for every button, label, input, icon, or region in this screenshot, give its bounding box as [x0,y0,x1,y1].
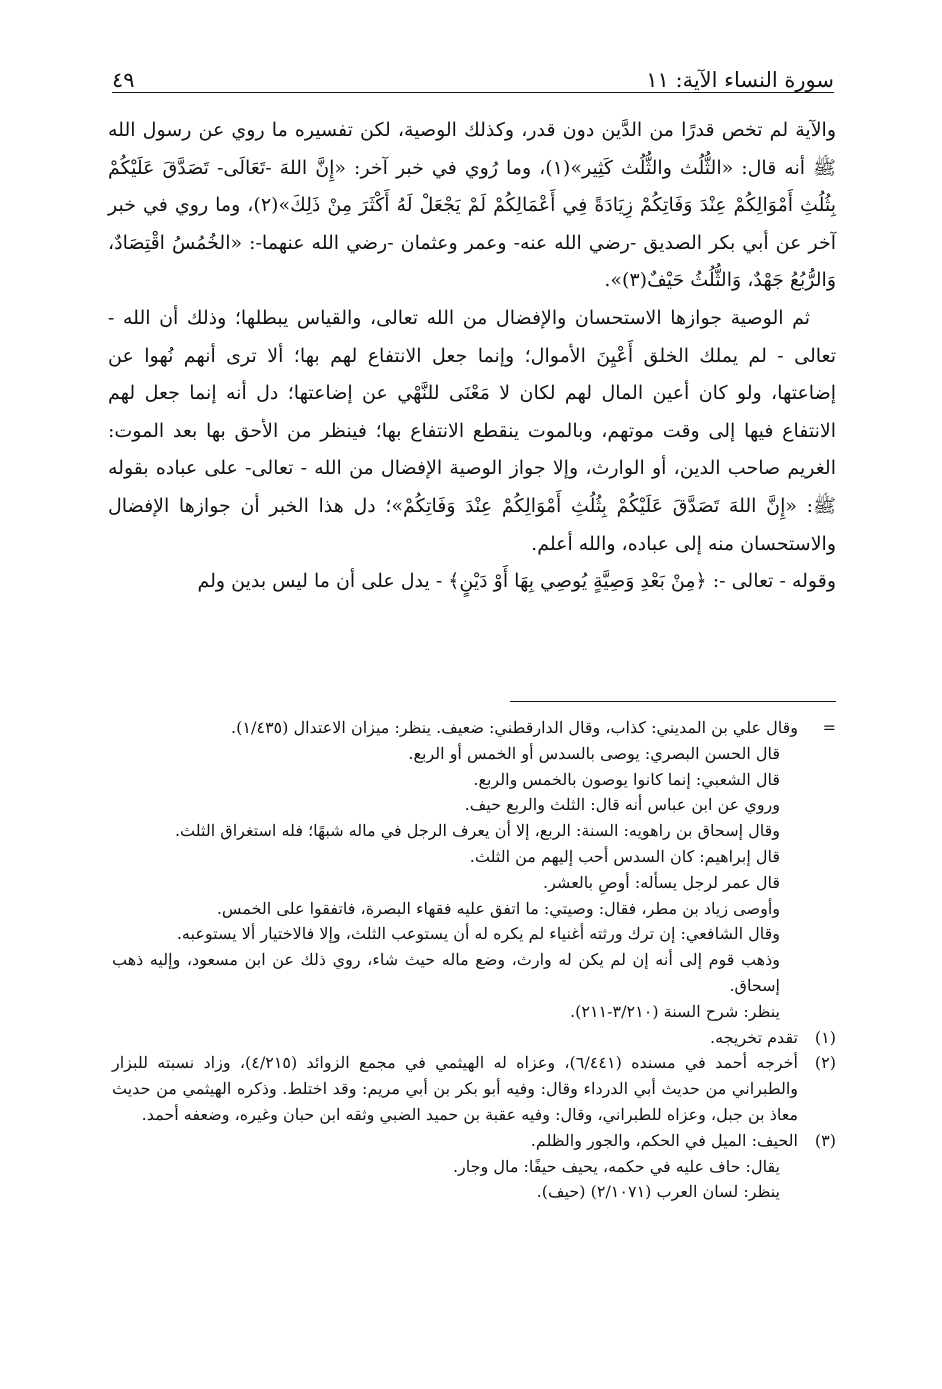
footnote-continuation [112,715,836,1025]
footnote-line: وروي عن ابن عباس أنه قال: الثلث والربع حيف. [464,795,780,815]
main-text [108,112,836,601]
footnote-line: أخرجه أحمد في مسنده (٦/٤٤١)، وعزاه له الهيثمي في مجمع الزوائد (٤/٢١٥)، وزاد نسبته للبزار والطبراني من حديث أبي الدرداء وقال: وفيه أبو بكر بن أبي مريم: وقد اختلط. وذكره الهيثمي من حديث معاذ بن جبل، وعزاه للطبراني، وقال: وفيه عقبة بن حميد الضبي وثقه ابن حبان وغيره، وضعفه أحمد. [112,1053,798,1124]
footnotes [112,715,836,1205]
footnote-line: تقدم تخريجه. [710,1027,798,1047]
footnote-line: الحيف: الميل في الحكم، والجور والظلم. [530,1130,798,1150]
footnote-2 [112,1050,836,1127]
header-divider [112,92,834,93]
footnote-line: وقال علي بن المديني: كذاب، وقال الدارقطني: ضعيف. ينظر: ميزان الاعتدال (١/٤٣٥). [231,718,798,737]
footnote-divider [510,701,836,702]
footnote-line: ينظر: لسان العرب (٢/١٠٧١) (حيف). [536,1182,780,1202]
page-number: ٤٩ [112,68,135,92]
footnote-body [112,1025,798,1051]
footnote-line: ينظر: شرح السنة (٣/٢١٠-٢١١). [570,1001,780,1021]
footnote-line: قال الحسن البصري: يوصى بالسدس أو الخمس أو الربع. [408,743,780,763]
footnote-body [112,715,798,1025]
footnote-line: قال الشعبي: إنما كانوا يوصون بالخمس والربع. [473,769,780,789]
footnote-number: (٣) [814,1130,836,1150]
footnote-line: وأوصى زياد بن مطر، فقال: وصيتي: ما اتفق عليه فقهاء البصرة، فاتفقوا على الخمس. [216,898,780,918]
footnote-line: وقال إسحاق بن راهويه: السنة: الربع، إلا أن يعرف الرجل في ماله شبهًا؛ فله استغراق الثلث. [174,821,780,841]
paragraph: والآية لم تخص قدرًا من الدَّين دون قدر، وكذلك الوصية، لكن تفسيره ما روي عن رسول الله ﷺ أنه قال: «الثُّلُث والثُّلُث كَثِير»(١)، وما رُوي في خبر آخر: «إِنَّ اللهَ -تَعَالَى- تَصَدَّقَ عَلَيْكُمْ بِثُلُثِ أَمْوَالِكُمْ عِنْدَ وَفَاتِكُمْ زِيَادَةً فِي أَعْمَالِكُمْ لَمْ يَجْعَلْ لَهُ أَكْثَرَ مِنْ ذَلِكَ»(٢)، وما روي في خبر آخر عن أبي بكر الصديق -رضي الله عنه- وعمر وعثمان -رضي الله عنهما-: «الخُمُسُ اقْتِصَادٌ، وَالرُّبُعُ جَهْدٌ، وَالثُّلُثُ حَيْفٌ(٣)». [108,119,836,292]
footnote-line: وقال الشافعي: إن ترك ورثته أغنياء لم يكره له أن يستوعب الثلث، وإلا فالاختيار ألا يستوعبه. [176,924,780,944]
footnote-3 [112,1128,836,1205]
paragraph: وقوله - تعالى -: ﴿مِنْ بَعْدِ وَصِيَّةٍ يُوصِي بِهَا أَوْ دَيْنٍ﴾ - يدل على أن ما ليس بدين ولم [197,570,836,593]
footnote-1 [112,1025,836,1051]
footnote-line: وذهب قوم إلى أنه إن لم يكن له وارث، وضع ماله حيث شاء، روي ذلك عن ابن مسعود، وإليه ذهب إسحاق. [112,950,780,995]
running-header [112,58,834,92]
footnote-line: يقال: حاف عليه في حكمه، يحيف حيفًا: مال وجار. [452,1156,780,1176]
footnote-line: قال عمر لرجل يسأله: أوصِ بالعشر. [543,872,780,892]
continuation-mark: = [822,718,836,737]
header-surah-title: سورة النساء الآية: ١١ [646,68,834,92]
paragraph: ثم الوصية جوازها الاستحسان والإفضال من الله تعالى، والقياس يبطلها؛ وذلك أن الله - تعالى - لم يملك الخلق أَعْيِنَ الأموال؛ وإنما جعل الانتفاع لهم بها؛ ألا ترى أنهم نُهوا عن إضاعتها، ولو كان أعين المال لهم لكان لا مَعْنَى للنَّهْي عن إضاعتها؛ دل أنه إنما جعل لهم الانتفاع فيها إلى وقت موتهم، وبالموت ينقطع الانتفاع بها؛ فينظر من الأحق بها بعد الموت: الغريم صاحب الدين، أو الوارث، وإلا جواز الوصية الإفضال من الله - تعالى- على عباده بقوله ﷺ: «إِنَّ اللهَ تَصَدَّقَ عَلَيْكُمْ بِثُلُثِ أَمْوَالِكُمْ عِنْدَ وَفَاتِكُمْ»؛ دل هذا الخبر أن جوازها الإفضال والاستحسان منه إلى عباده، والله أعلم. [108,306,836,555]
footnote-number: (١) [814,1027,836,1047]
footnote-line: قال إبراهيم: كان السدس أحب إليهم من الثلث. [469,846,780,866]
footnote-body [112,1050,798,1127]
footnote-body [112,1128,798,1205]
footnote-number: (٢) [814,1053,836,1073]
